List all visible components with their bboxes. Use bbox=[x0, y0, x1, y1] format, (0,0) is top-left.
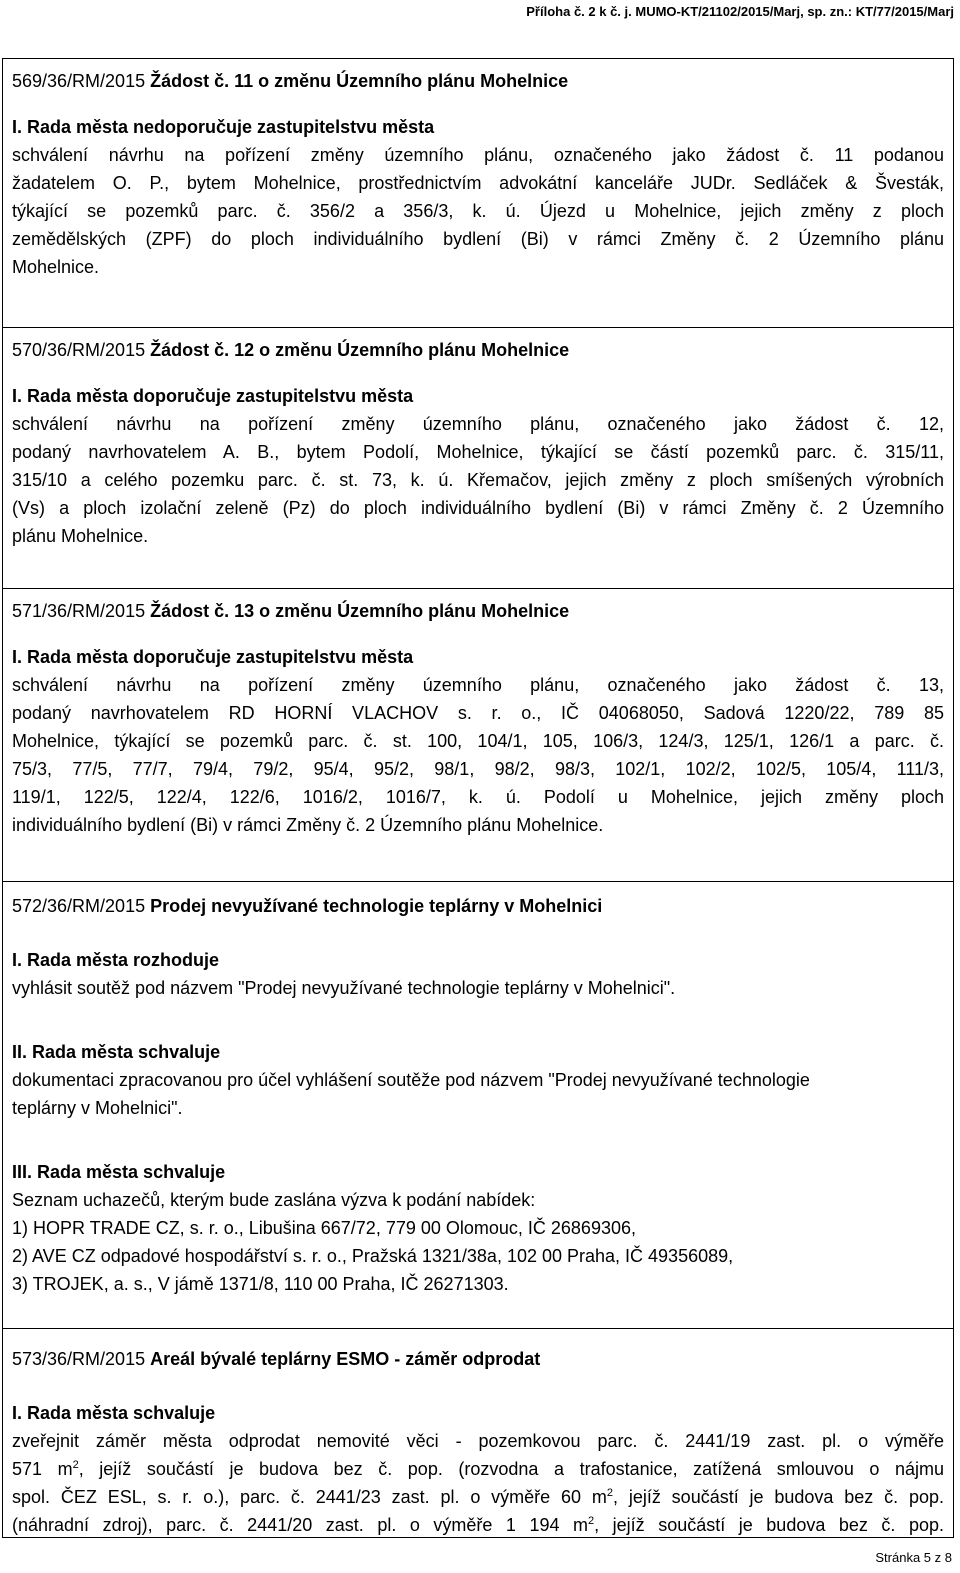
resolution-heading: I. Rada města nedoporučuje zastupitelstvu města bbox=[12, 117, 435, 137]
text-line: plánu Mohelnice. bbox=[12, 526, 149, 546]
text-line: teplárny v Mohelnici". bbox=[12, 1098, 183, 1118]
text-line: 75/3, 77/5, 77/7, 79/4, 79/2, 95/4, 95/2, 98/1, 98/2, 98/3, 102/1, 102/2, 102/5, 105/4, 111/3, bbox=[12, 759, 944, 779]
resolution-subject: Žádost č. 12 o změnu Územního plánu Mohelnice bbox=[150, 340, 570, 360]
list-item: 1) HOPR TRADE CZ, s. r. o., Libušina 667/72, 779 00 Olomouc, IČ 26869306, bbox=[12, 1218, 636, 1238]
list-item: 2) AVE CZ odpadové hospodářství s. r. o., Pražská 1321/38a, 102 00 Praha, IČ 49356089, bbox=[12, 1246, 734, 1266]
text-line: individuálního bydlení (Bi) v rámci Změny č. 2 Územního plánu Mohelnice. bbox=[12, 815, 604, 835]
text-line: 119/1, 122/5, 122/4, 122/6, 1016/2, 1016/7, k. ú. Podolí u Mohelnice, jejich změny ploch bbox=[12, 787, 944, 807]
text-line: podaný navrhovatelem A. B., bytem Podolí, Mohelnice, týkající se částí pozemků parc. č. 315/11, bbox=[12, 442, 944, 462]
resolution-title bbox=[12, 67, 944, 95]
resolution-570 bbox=[3, 328, 953, 589]
resolution-heading: II. Rada města schvaluje bbox=[12, 1042, 221, 1062]
text-line: schválení návrhu na pořízení změny územního plánu, označeného jako žádost č. 11 podanou bbox=[12, 145, 944, 165]
resolution-heading: I. Rada města doporučuje zastupitelstvu města bbox=[12, 647, 414, 667]
page-number: Stránka 5 z 8 bbox=[875, 1550, 952, 1565]
text-line: Mohelnice. bbox=[12, 257, 100, 277]
list-item: 3) TROJEK, a. s., V jámě 1371/8, 110 00 Praha, IČ 26271303. bbox=[12, 1274, 509, 1294]
text-line: žadatelem O. P., bytem Mohelnice, prostřednictvím advokátní kanceláře JUDr. Sedláček & Švesták, bbox=[12, 173, 944, 193]
text-line: (náhradní zdroj), parc. č. 2441/20 zast. pl. o výměře 1 194 $m^2$, jejíž součástí je budova bez č. pop. bbox=[12, 1515, 944, 1535]
resolution-title bbox=[12, 1345, 944, 1373]
resolution-subject: Žádost č. 13 o změnu Územního plánu Mohelnice bbox=[150, 601, 570, 621]
text-line: 571 $m^2$, jejíž součástí je budova bez č. pop. (rozvodna a trafostanice, zatížená smlouvou o nájmu bbox=[12, 1459, 944, 1479]
text-line: (Vs) a ploch izolační zeleně (Pz) do ploch individuálního bydlení (Bi) v rámci Změny č. 2 Územního bbox=[12, 498, 944, 518]
text-line: Mohelnice, týkající se pozemků parc. č. st. 100, 104/1, 105, 106/3, 124/3, 125/1, 126/1 a parc. č. bbox=[12, 731, 944, 751]
text-line: spol. ČEZ ESL, s. r. o.), parc. č. 2441/23 zast. pl. o výměře 60 $m^2$, jejíž součástí je budova bez č. pop. bbox=[12, 1487, 944, 1507]
resolution-subject: Žádost č. 11 o změnu Územního plánu Mohelnice bbox=[150, 71, 569, 91]
resolution-572 bbox=[3, 882, 953, 1329]
resolution-573 bbox=[3, 1329, 953, 1538]
resolution-571 bbox=[3, 589, 953, 882]
resolution-number: 572/36/RM/2015 bbox=[12, 896, 146, 916]
resolution-heading: I. Rada města rozhoduje bbox=[12, 950, 220, 970]
resolution-title bbox=[12, 336, 944, 364]
text-line: zveřejnit záměr města odprodat nemovité věci - pozemkovou parc. č. 2441/19 zast. pl. o výměře bbox=[12, 1431, 944, 1451]
resolution-number: 573/36/RM/2015 bbox=[12, 1349, 146, 1369]
text-line: dokumentaci zpracovanou pro účel vyhlášení soutěže pod názvem "Prodej nevyužívané technologie bbox=[12, 1070, 810, 1090]
resolution-569 bbox=[3, 59, 953, 328]
resolution-subject: Areál bývalé teplárny ESMO - záměr odprodat bbox=[150, 1349, 541, 1369]
resolution-number: 570/36/RM/2015 bbox=[12, 340, 146, 360]
resolution-number: 569/36/RM/2015 bbox=[12, 71, 146, 91]
resolutions-table bbox=[2, 58, 954, 1538]
document-header: Příloha č. 2 k č. j. MUMO-KT/21102/2015/Marj, sp. zn.: KT/77/2015/Marj bbox=[526, 4, 954, 19]
resolution-number: 571/36/RM/2015 bbox=[12, 601, 146, 621]
text-line: týkající se pozemků parc. č. 356/2 a 356/3, k. ú. Újezd u Mohelnice, jejich změny z ploch bbox=[12, 201, 944, 221]
resolution-heading: III. Rada města schvaluje bbox=[12, 1162, 226, 1182]
text-line: schválení návrhu na pořízení změny územního plánu, označeného jako žádost č. 12, bbox=[12, 414, 944, 434]
resolution-subject: Prodej nevyužívané technologie teplárny v Mohelnici bbox=[150, 896, 603, 916]
resolution-heading: I. Rada města schvaluje bbox=[12, 1403, 216, 1423]
text-line: zemědělských (ZPF) do ploch individuálního bydlení (Bi) v rámci Změny č. 2 Územního plánu bbox=[12, 229, 944, 249]
text-line: Seznam uchazečů, kterým bude zaslána výzva k podání nabídek: bbox=[12, 1190, 536, 1210]
text-line: vyhlásit soutěž pod názvem "Prodej nevyužívané technologie teplárny v Mohelnici". bbox=[12, 978, 676, 998]
resolution-heading: I. Rada města doporučuje zastupitelstvu města bbox=[12, 386, 414, 406]
resolution-title bbox=[12, 892, 944, 920]
resolution-title bbox=[12, 597, 944, 625]
text-line: podaný navrhovatelem RD HORNÍ VLACHOV s. r. o., IČ 04068050, Sadová 1220/22, 789 85 bbox=[12, 703, 944, 723]
text-line: 315/10 a celého pozemku parc. č. st. 73, k. ú. Křemačov, jejich změny z ploch smíšených výrobních bbox=[12, 470, 944, 490]
text-line: schválení návrhu na pořízení změny územního plánu, označeného jako žádost č. 13, bbox=[12, 675, 944, 695]
